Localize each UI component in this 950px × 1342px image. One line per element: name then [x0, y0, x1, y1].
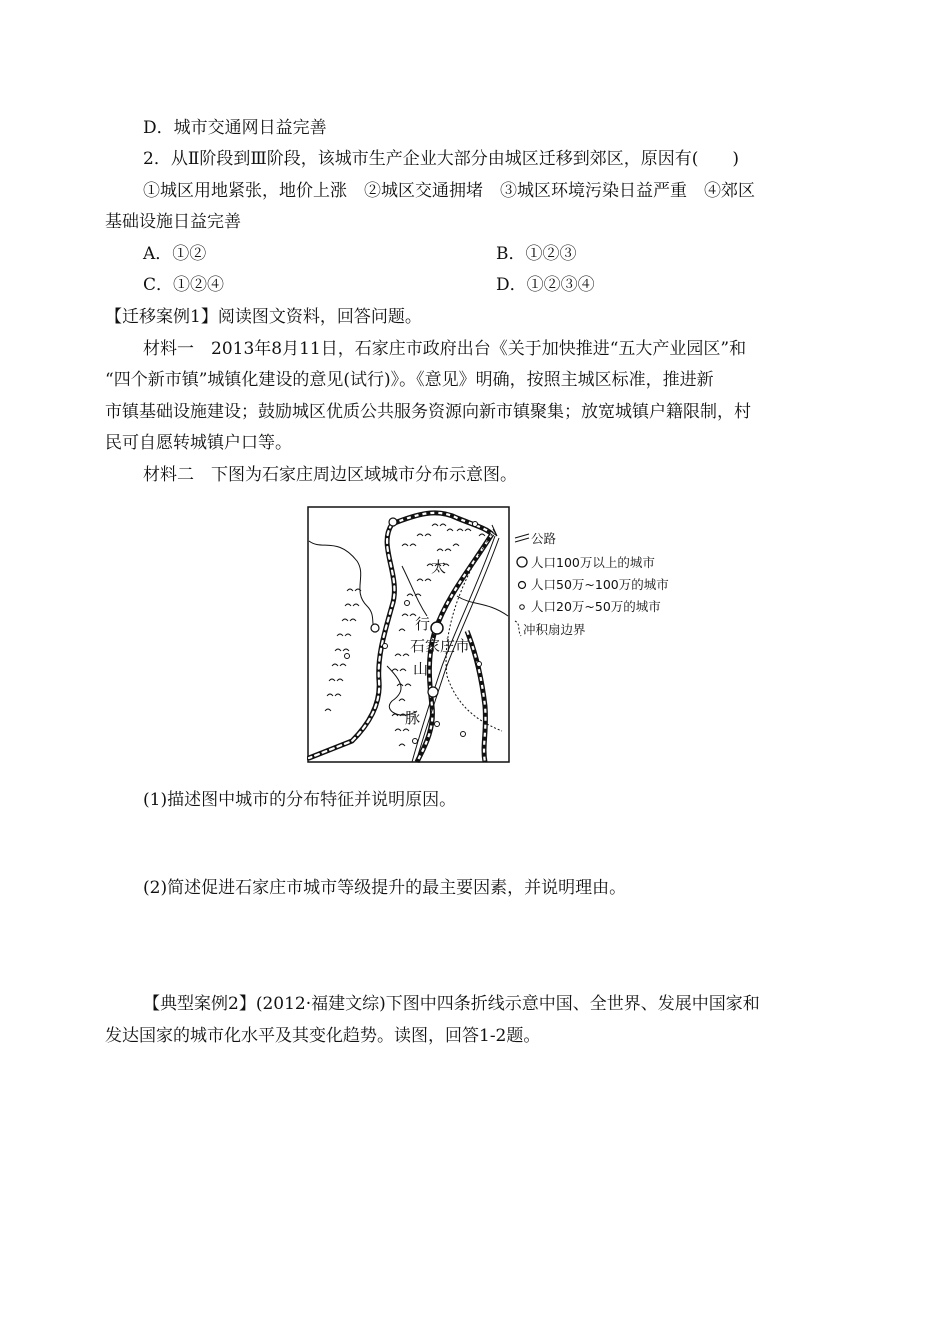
map-label-mai: 脉 [405, 709, 421, 727]
legend-city-small: 人口20万~50万的城市 [531, 599, 661, 614]
city-medium [371, 624, 379, 632]
material1-line1: 材料一 2013年8月11日，石家庄市政府出台《关于加快推进“五大产业园区”和 [143, 339, 747, 359]
city-large-shijiazhuang [431, 622, 443, 634]
city-medium [389, 518, 397, 526]
material1-line4: 民可自愿转城镇户口等。 [105, 433, 292, 453]
city-small [383, 644, 388, 649]
question-2-reasons-line1: ①城区用地紧张，地价上涨 ②城区交通拥堵 ③城区环境污染日益严重 ④郊区 [143, 181, 755, 201]
question-2-reasons-line2: 基础设施日益完善 [105, 212, 241, 232]
case1-heading: 【迁移案例1】阅读图文资料，回答问题。 [105, 307, 422, 327]
legend-city-large: 人口100万以上的城市 [531, 555, 655, 570]
question-2-stem: 2．从Ⅱ阶段到Ⅲ阶段，该城市生产企业大部分由城区迁移到郊区，原因有( ) [143, 149, 740, 169]
case1-question-2: (2)简述促进石家庄市城市等级提升的最主要因素，并说明理由。 [143, 878, 627, 898]
map-label-city: 石家庄市 [410, 637, 471, 655]
legend-city-small-symbol [520, 605, 525, 610]
question-2-option-d: D．①②③④ [496, 275, 595, 295]
question-2-option-c: C．①②④ [143, 275, 225, 295]
map-label-hang: 行 [415, 615, 431, 633]
case2-line1: 【典型案例2】(2012·福建文综)下图中四条折线示意中国、全世界、发展中国家和 [143, 994, 760, 1014]
city-small [413, 739, 418, 744]
material1-line2: “四个新市镇”城镇化建设的意见(试行)》。《意见》明确，按照主城区标准，推进新 [105, 370, 714, 390]
map-legend [515, 531, 669, 637]
legend-road: 公路 [531, 531, 557, 546]
map-label-shan: 山 [413, 660, 429, 678]
legend-city-large-symbol [517, 557, 527, 567]
legend-city-medium-symbol [519, 582, 526, 589]
shijiazhuang-city-distribution-map [307, 506, 677, 766]
legend-city-medium: 人口50万~100万的城市 [531, 577, 669, 592]
legend-fan-boundary-symbol [515, 621, 521, 636]
city-small [461, 732, 466, 737]
city-small [473, 522, 478, 527]
city-small [405, 601, 410, 606]
material1-line3: 市镇基础设施建设；鼓励城区优质公共服务资源向新市镇聚集；放宽城镇户籍限制，村 [105, 402, 751, 422]
legend-fan-boundary: 冲积扇边界 [523, 622, 586, 637]
map-label-tai: 太 [431, 558, 447, 576]
question-2-option-b: B．①②③ [496, 244, 577, 264]
case1-question-1: (1)描述图中城市的分布特征并说明原因。 [143, 790, 457, 810]
city-medium [428, 687, 438, 697]
city-small [345, 654, 350, 659]
case2-line2: 发达国家的城市化水平及其变化趋势。读图，回答1-2题。 [105, 1026, 541, 1046]
city-small [477, 662, 482, 667]
city-small [435, 722, 440, 727]
material2-text: 材料二 下图为石家庄周边区域城市分布示意图。 [143, 465, 517, 485]
option-d-text: D．城市交通网日益完善 [143, 118, 327, 138]
question-2-option-a: A．①② [143, 244, 207, 264]
legend-road-symbol [515, 534, 529, 542]
